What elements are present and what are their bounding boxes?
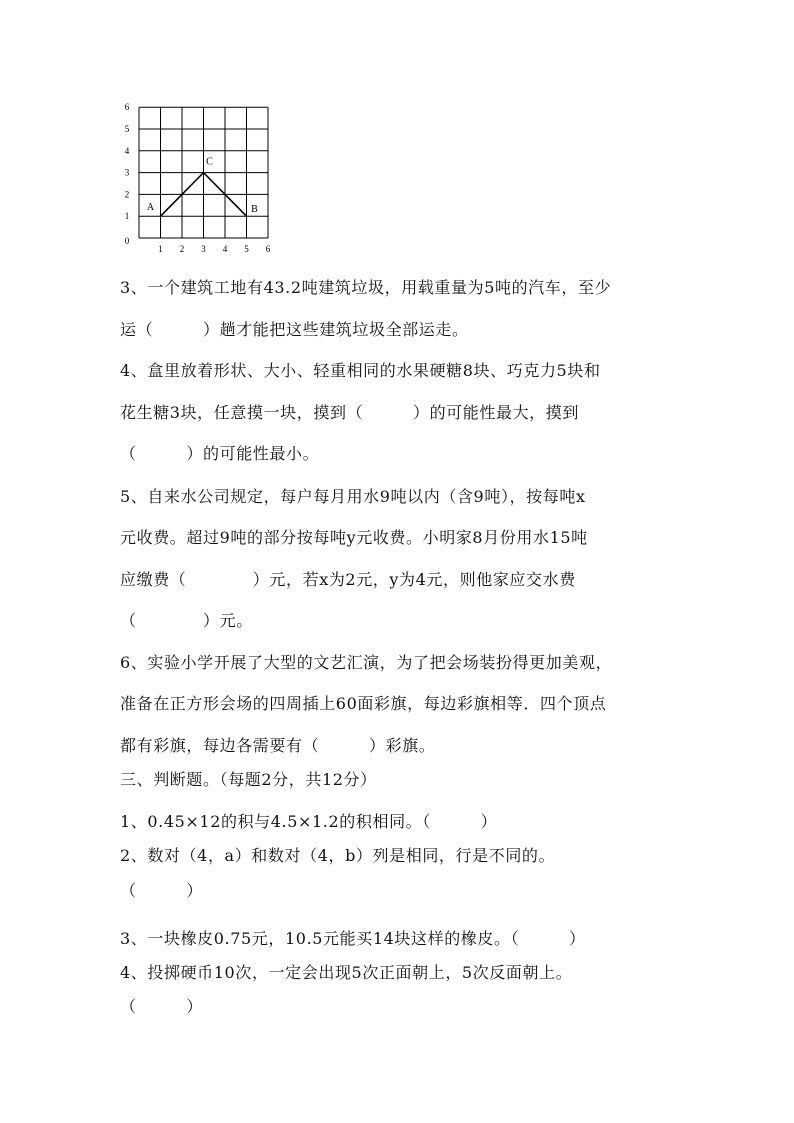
question-5-line-2: 元收费。超过9吨的部分按每吨y元收费。小明家8月份用水15吨 <box>120 528 588 547</box>
judgment-2-line-2: （ ） <box>120 881 204 900</box>
y-tick-label: 2 <box>124 189 130 200</box>
question-6-line-3: 都有彩旗，每边各需要有（ ）彩旗。 <box>120 736 436 755</box>
point-label: A <box>146 202 155 214</box>
question-6-line-2: 准备在正方形会场的四周插上60面彩旗，每边彩旗相等．四个顶点 <box>120 694 607 713</box>
y-tick-label: 1 <box>124 211 130 222</box>
question-5-line-1: 5、自来水公司规定，每户每月用水9吨以内（含9吨），按每吨x <box>120 487 586 506</box>
question-3-line-2: 运（ ）趟才能把这些建筑垃圾全部运走。 <box>120 320 469 339</box>
x-tick-label: 6 <box>265 244 271 254</box>
question-4-line-1: 4、盒里放着形状、大小、轻重相同的水果硬糖8块、巧克力5块和 <box>120 361 601 380</box>
x-tick-label: 2 <box>179 244 185 254</box>
section-heading-judgment: 三、判断题。（每题2分，共12分） <box>120 770 377 789</box>
x-tick-label: 4 <box>222 244 228 254</box>
judgment-3: 3、一块橡皮0.75元，10.5元能买14块这样的橡皮。（ ） <box>120 929 586 948</box>
x-tick-label: 5 <box>244 244 249 254</box>
y-tick-label: 3 <box>124 167 130 178</box>
question-6-line-1: 6、实验小学开展了大型的文艺汇演，为了把会场装扮得更加美观， <box>120 653 613 672</box>
judgment-1: 1、0.45×12的积与4.5×1.2的积相同。（ ） <box>120 812 498 831</box>
coordinate-grid-figure <box>118 100 278 258</box>
y-tick-label: 5 <box>124 124 130 134</box>
question-5-line-3: 应缴费（ ）元，若x为2元，y为4元，则他家应交水费 <box>120 570 576 589</box>
judgment-4-line-1: 4、投掷硬币10次，一定会出现5次正面朝上，5次反面朝上。 <box>120 963 573 982</box>
question-3-line-1: 3、一个建筑工地有43.2吨建筑垃圾，用载重量为5吨的汽车，至少 <box>120 278 612 297</box>
coordinate-grid <box>118 100 278 258</box>
x-tick-label: 3 <box>201 244 206 254</box>
question-4-line-2: 花生糖3块，任意摸一块，摸到（ ）的可能性最大，摸到 <box>120 403 579 422</box>
x-tick-label: 1 <box>158 244 163 254</box>
y-tick-label: 6 <box>124 102 130 113</box>
judgment-2-line-1: 2、数对（4，a）和数对（4，b）列是相同，行是不同的。 <box>120 846 556 865</box>
question-4-line-3: （ ）的可能性最小。 <box>120 444 320 463</box>
point-label: C <box>206 156 213 168</box>
judgment-4-line-2: （ ） <box>120 997 204 1016</box>
point-label: B <box>251 204 258 216</box>
y-tick-label: 4 <box>124 145 130 156</box>
question-5-line-4: （ ）元。 <box>120 611 253 630</box>
y-tick-label: 0 <box>124 236 130 246</box>
